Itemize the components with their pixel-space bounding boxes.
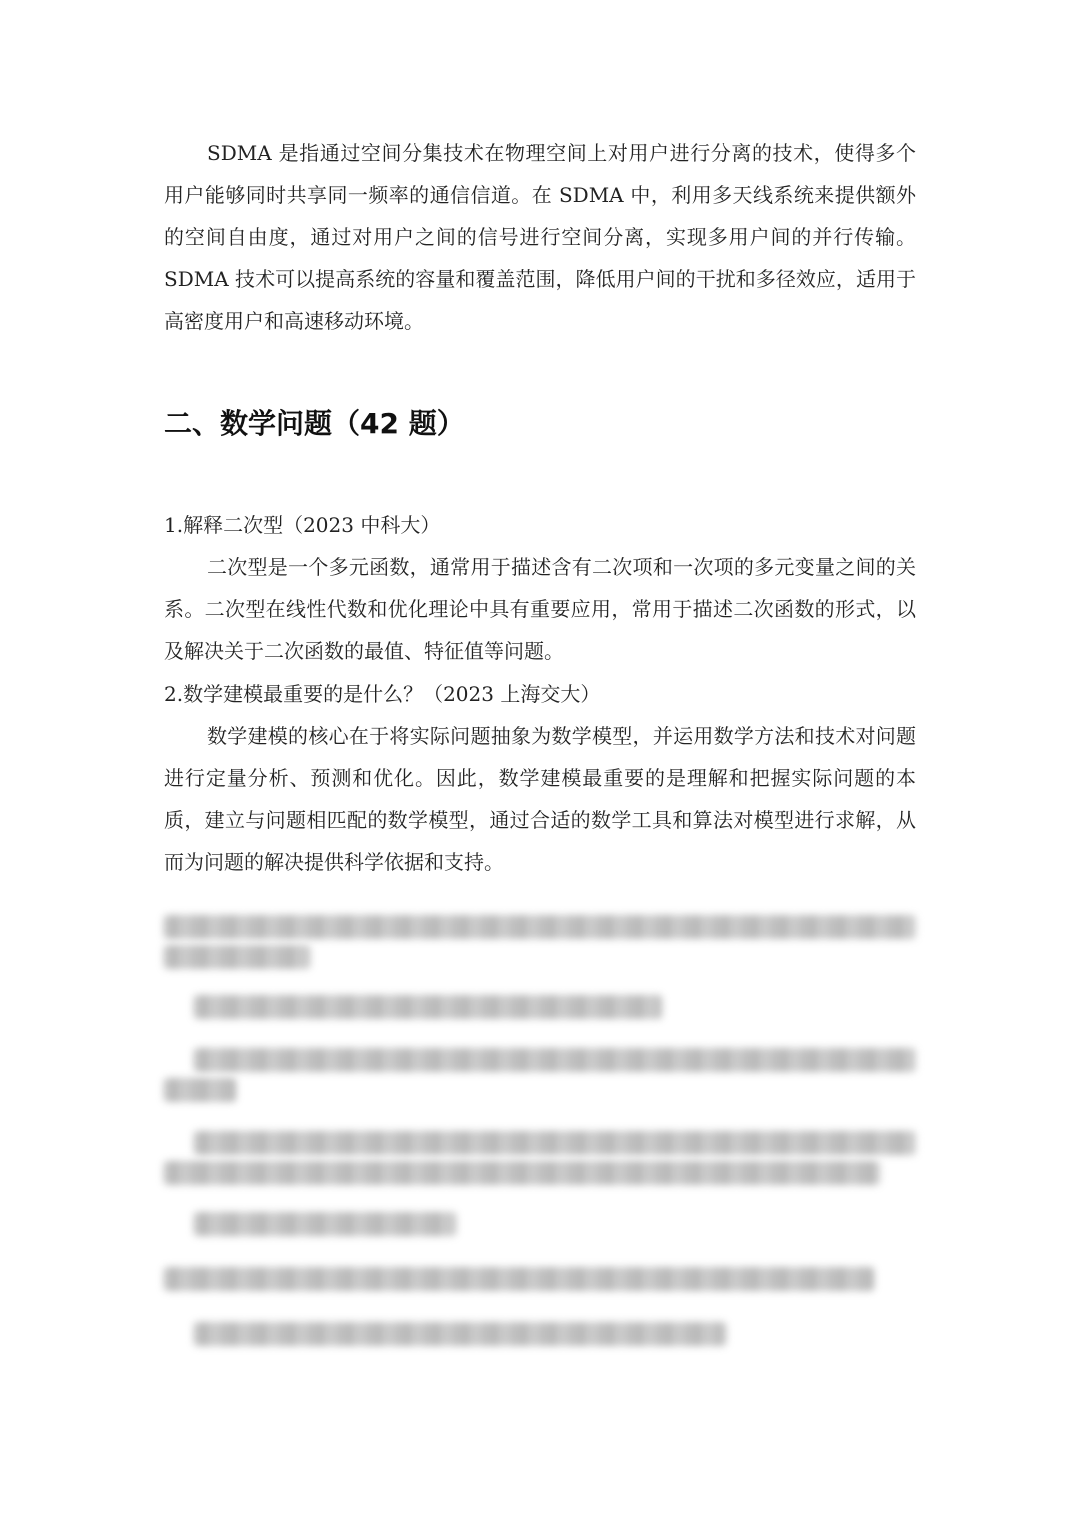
blurred-line	[194, 995, 662, 1019]
blurred-line	[194, 1322, 726, 1346]
question-1-title: 1.解释二次型（2023 中科大）	[164, 513, 441, 537]
question-2-title: 2.数学建模最重要的是什么？（2023 上海交大）	[164, 682, 601, 706]
blurred-line	[194, 1048, 916, 1072]
blurred-line	[164, 945, 310, 969]
blurred-line	[164, 1078, 236, 1102]
blurred-line	[164, 1267, 874, 1291]
blurred-line	[194, 1212, 456, 1236]
question-2-answer: 数学建模的核心在于将实际问题抽象为数学模型，并运用数学方法和技术对问题进行定量分析、预测和优化。因此，数学建模最重要的是理解和把握实际问题的本质，建立与问题相匹配的数学模型，通过合适的数学工具和算法对模型进行求解，从而为问题的解决提供科学依据和支持。	[164, 724, 916, 874]
sdma-paragraph: SDMA 是指通过空间分集技术在物理空间上对用户进行分离的技术，使得多个用户能够同时共享同一频率的通信信道。在 SDMA 中，利用多天线系统来提供额外的空间自由度，通过对用户之间的信号进行空间分离，实现多用户间的并行传输。SDMA 技术可以提高系统的容量和覆盖范围，降低用户间的干扰和多径效应，适用于高密度用户和高速移动环境。	[164, 141, 916, 333]
blurred-line	[164, 1161, 880, 1185]
section-title: 二、数学问题（42 题）	[164, 407, 465, 440]
blurred-line	[164, 915, 916, 939]
blurred-content	[164, 905, 924, 1365]
blurred-line	[194, 1131, 916, 1155]
question-1-answer: 二次型是一个多元函数，通常用于描述含有二次项和一次项的多元变量之间的关系。二次型在线性代数和优化理论中具有重要应用，常用于描述二次函数的形式，以及解决关于二次函数的最值、特征值等问题。	[164, 555, 916, 663]
